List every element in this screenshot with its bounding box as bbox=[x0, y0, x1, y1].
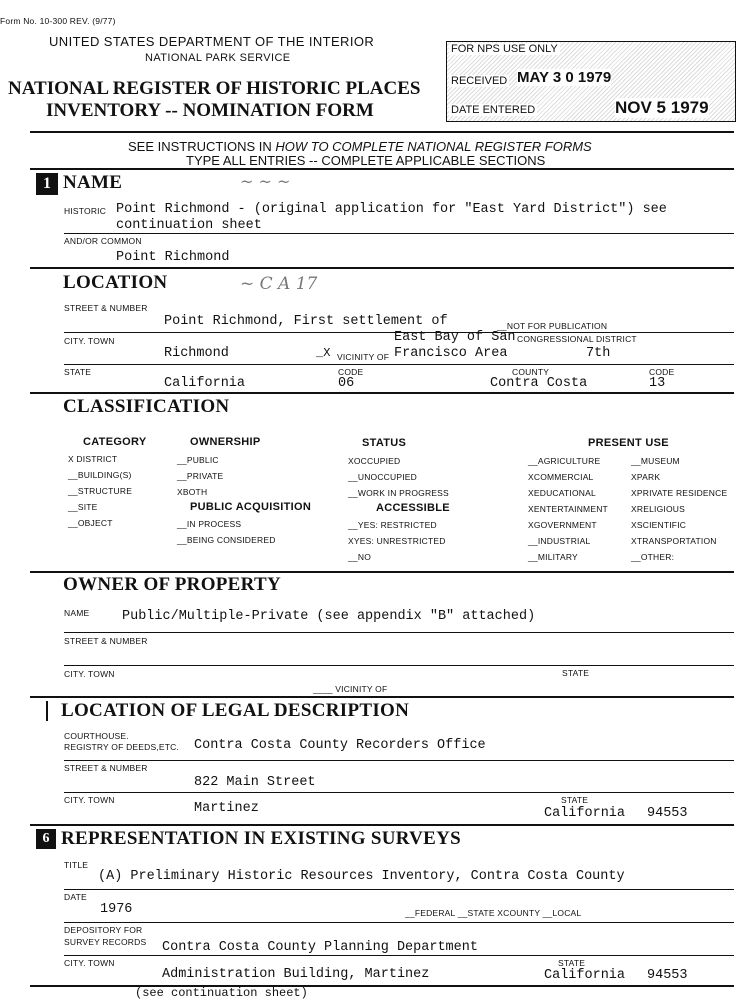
use-scientific[interactable]: XSCIENTIFIC bbox=[631, 520, 687, 530]
owner-street-label: STREET & NUMBER bbox=[64, 636, 148, 646]
category-site[interactable]: __SITE bbox=[68, 502, 98, 512]
instructions-line2: TYPE ALL ENTRIES -- COMPLETE APPLICABLE SECTIONS bbox=[186, 153, 546, 168]
handwritten-annotation: ~ C A 17 bbox=[240, 274, 318, 294]
form-title-line1: NATIONAL REGISTER OF HISTORIC PLACES bbox=[8, 78, 421, 99]
use-private-residence[interactable]: XPRIVATE RESIDENCE bbox=[631, 488, 728, 498]
acquisition-being-considered[interactable]: __BEING CONSIDERED bbox=[177, 535, 276, 545]
survey-title-value: (A) Preliminary Historic Resources Inventory, Contra Costa County bbox=[98, 869, 625, 884]
depository-label-line1: DEPOSITORY FOR bbox=[64, 925, 143, 935]
use-educational[interactable]: XEDUCATIONAL bbox=[528, 488, 596, 498]
status-occupied[interactable]: XOCCUPIED bbox=[348, 456, 401, 466]
category-district[interactable]: X DISTRICT bbox=[68, 454, 118, 464]
category-object[interactable]: __OBJECT bbox=[68, 518, 113, 528]
section-number-1: 1 bbox=[36, 173, 58, 195]
survey-state-label: STATE bbox=[558, 958, 586, 968]
accessible-restricted[interactable]: __YES: RESTRICTED bbox=[348, 520, 437, 530]
city-town-label: CITY. TOWN bbox=[64, 336, 115, 346]
section-heading-classification: CLASSIFICATION bbox=[63, 396, 230, 417]
legal-city-label: CITY. TOWN bbox=[64, 795, 115, 805]
legal-street-label: STREET & NUMBER bbox=[64, 763, 148, 773]
courthouse-value: Contra Costa County Recorders Office bbox=[194, 738, 486, 753]
not-for-publication-label: __NOT FOR PUBLICATION bbox=[497, 321, 608, 331]
county-label: COUNTY bbox=[512, 367, 550, 377]
category-heading: CATEGORY bbox=[83, 436, 147, 448]
state-value: California bbox=[164, 376, 246, 391]
use-military[interactable]: __MILITARY bbox=[528, 552, 578, 562]
use-commercial[interactable]: XCOMMERCIAL bbox=[528, 472, 594, 482]
rule bbox=[64, 955, 734, 956]
use-transportation[interactable]: XTRANSPORTATION bbox=[631, 536, 717, 546]
section-rule bbox=[30, 392, 734, 394]
date-entered-stamp: NOV 5 1979 bbox=[615, 98, 709, 117]
use-entertainment[interactable]: XENTERTAINMENT bbox=[528, 504, 608, 514]
instructions-rule bbox=[30, 168, 734, 170]
legal-street-value: 822 Main Street bbox=[194, 775, 316, 790]
service-name: NATIONAL PARK SERVICE bbox=[145, 52, 291, 64]
street-value: Point Richmond, First settlement of bbox=[164, 314, 448, 329]
section-heading-legal-description: LOCATION OF LEGAL DESCRIPTION bbox=[61, 700, 410, 721]
registry-of-deeds-label: REGISTRY OF DEEDS,ETC. bbox=[64, 742, 180, 752]
vicinity-checkbox[interactable]: _X bbox=[316, 346, 331, 360]
status-work-in-progress[interactable]: __WORK IN PROGRESS bbox=[348, 488, 449, 498]
survey-zip-value: 94553 bbox=[647, 968, 688, 983]
ownership-public[interactable]: __PUBLIC bbox=[177, 455, 219, 465]
vicinity-label: VICINITY OF bbox=[337, 352, 390, 362]
state-code-label: CODE bbox=[338, 367, 364, 377]
ownership-private[interactable]: __PRIVATE bbox=[177, 471, 224, 481]
present-use-heading: PRESENT USE bbox=[588, 437, 669, 449]
department-name: UNITED STATES DEPARTMENT OF THE INTERIOR bbox=[49, 34, 375, 49]
rule bbox=[64, 792, 734, 793]
survey-level-options[interactable]: __FEDERAL __STATE XCOUNTY __LOCAL bbox=[405, 908, 582, 918]
use-agriculture[interactable]: __AGRICULTURE bbox=[528, 456, 601, 466]
owner-state-label: STATE bbox=[562, 668, 590, 678]
survey-state-value: California bbox=[544, 968, 626, 983]
rule bbox=[64, 760, 734, 761]
rule bbox=[64, 922, 734, 923]
congressional-district-value: 7th bbox=[586, 346, 611, 361]
acquisition-in-process[interactable]: __IN PROCESS bbox=[177, 519, 242, 529]
survey-date-value: 1976 bbox=[100, 902, 133, 917]
category-buildings[interactable]: __BUILDING(S) bbox=[68, 470, 132, 480]
status-heading: STATUS bbox=[362, 437, 407, 449]
form-number: Form No. 10-300 REV. (9/77) bbox=[0, 16, 116, 26]
section-marker bbox=[46, 701, 48, 721]
section-heading-name: NAME bbox=[63, 172, 123, 193]
state-label: STATE bbox=[64, 367, 92, 377]
survey-city-value: Administration Building, Martinez bbox=[162, 967, 430, 982]
vicinity-value-line1: East Bay of San bbox=[394, 330, 516, 345]
use-religious[interactable]: XRELIGIOUS bbox=[631, 504, 685, 514]
ownership-heading: OWNERSHIP bbox=[190, 436, 261, 448]
section-number-6: 6 bbox=[36, 829, 56, 849]
header-rule bbox=[30, 131, 734, 133]
section-rule bbox=[30, 267, 734, 269]
county-code-label: CODE bbox=[649, 367, 675, 377]
rule bbox=[64, 632, 734, 633]
accessible-heading: ACCESSIBLE bbox=[376, 502, 450, 514]
city-value: Richmond bbox=[164, 346, 229, 361]
received-stamp: MAY 3 0 1979 bbox=[517, 69, 612, 86]
instructions-line1: SEE INSTRUCTIONS IN HOW TO COMPLETE NATIONAL REGISTER FORMS bbox=[128, 139, 592, 154]
owner-city-label: CITY. TOWN bbox=[64, 669, 115, 679]
county-value: Contra Costa bbox=[490, 376, 588, 391]
common-name-label: AND/OR COMMON bbox=[64, 236, 142, 246]
use-museum[interactable]: __MUSEUM bbox=[631, 456, 680, 466]
legal-state-label: STATE bbox=[561, 795, 589, 805]
congressional-district-label: CONGRESSIONAL DISTRICT bbox=[517, 334, 637, 344]
section-heading-owner: OWNER OF PROPERTY bbox=[63, 574, 282, 595]
accessible-unrestricted[interactable]: XYES: UNRESTRICTED bbox=[348, 536, 446, 546]
historic-name-value: Point Richmond - (original application for "East Yard District") see bbox=[116, 202, 667, 217]
historic-label: HISTORIC bbox=[64, 206, 107, 216]
legal-city-value: Martinez bbox=[194, 801, 259, 816]
rule bbox=[64, 233, 734, 234]
survey-city-label: CITY. TOWN bbox=[64, 958, 115, 968]
legal-zip-value: 94553 bbox=[647, 806, 688, 821]
use-industrial[interactable]: __INDUSTRIAL bbox=[528, 536, 591, 546]
use-park[interactable]: XPARK bbox=[631, 472, 661, 482]
legal-state-value: California bbox=[544, 806, 626, 821]
use-government[interactable]: XGOVERNMENT bbox=[528, 520, 597, 530]
section-rule bbox=[30, 696, 734, 698]
received-label: RECEIVED bbox=[451, 75, 508, 87]
rule bbox=[64, 364, 734, 365]
form-title-line2: INVENTORY -- NOMINATION FORM bbox=[46, 100, 374, 121]
state-code-value: 06 bbox=[338, 376, 355, 391]
accessible-no[interactable]: __NO bbox=[348, 552, 372, 562]
section-heading-location: LOCATION bbox=[63, 272, 168, 293]
section-rule bbox=[30, 571, 734, 573]
handwritten-annotation: ~ ~ ~ bbox=[240, 172, 291, 191]
continuation-note: (see continuation sheet) bbox=[135, 986, 308, 1000]
rule bbox=[64, 665, 734, 666]
category-structure[interactable]: __STRUCTURE bbox=[68, 486, 133, 496]
nps-box-heading: FOR NPS USE ONLY bbox=[451, 43, 558, 55]
courthouse-label: COURTHOUSE. bbox=[64, 731, 129, 741]
section-rule bbox=[30, 824, 734, 826]
common-name-value: Point Richmond bbox=[116, 250, 230, 265]
survey-date-label: DATE bbox=[64, 892, 87, 902]
depository-label-line2: SURVEY RECORDS bbox=[64, 937, 147, 947]
depository-value: Contra Costa County Planning Department bbox=[162, 940, 478, 955]
owner-name-value: Public/Multiple-Private (see appendix "B" attached) bbox=[122, 609, 536, 624]
date-entered-label: DATE ENTERED bbox=[451, 104, 536, 116]
vicinity-value-line2: Francisco Area bbox=[394, 346, 508, 361]
public-acquisition-heading: PUBLIC ACQUISITION bbox=[190, 501, 312, 513]
owner-name-label: NAME bbox=[64, 608, 90, 618]
use-other[interactable]: __OTHER: bbox=[631, 552, 675, 562]
survey-title-label: TITLE bbox=[64, 860, 89, 870]
nps-use-box bbox=[446, 41, 736, 122]
section-heading-surveys: REPRESENTATION IN EXISTING SURVEYS bbox=[61, 828, 462, 849]
street-number-label: STREET & NUMBER bbox=[64, 303, 148, 313]
rule bbox=[64, 889, 734, 890]
county-code-value: 13 bbox=[649, 376, 666, 391]
historic-name-continued: continuation sheet bbox=[116, 218, 262, 233]
status-unoccupied[interactable]: __UNOCCUPIED bbox=[348, 472, 417, 482]
owner-vicinity-label: ____ VICINITY OF bbox=[313, 684, 388, 694]
ownership-both[interactable]: XBOTH bbox=[177, 487, 208, 497]
